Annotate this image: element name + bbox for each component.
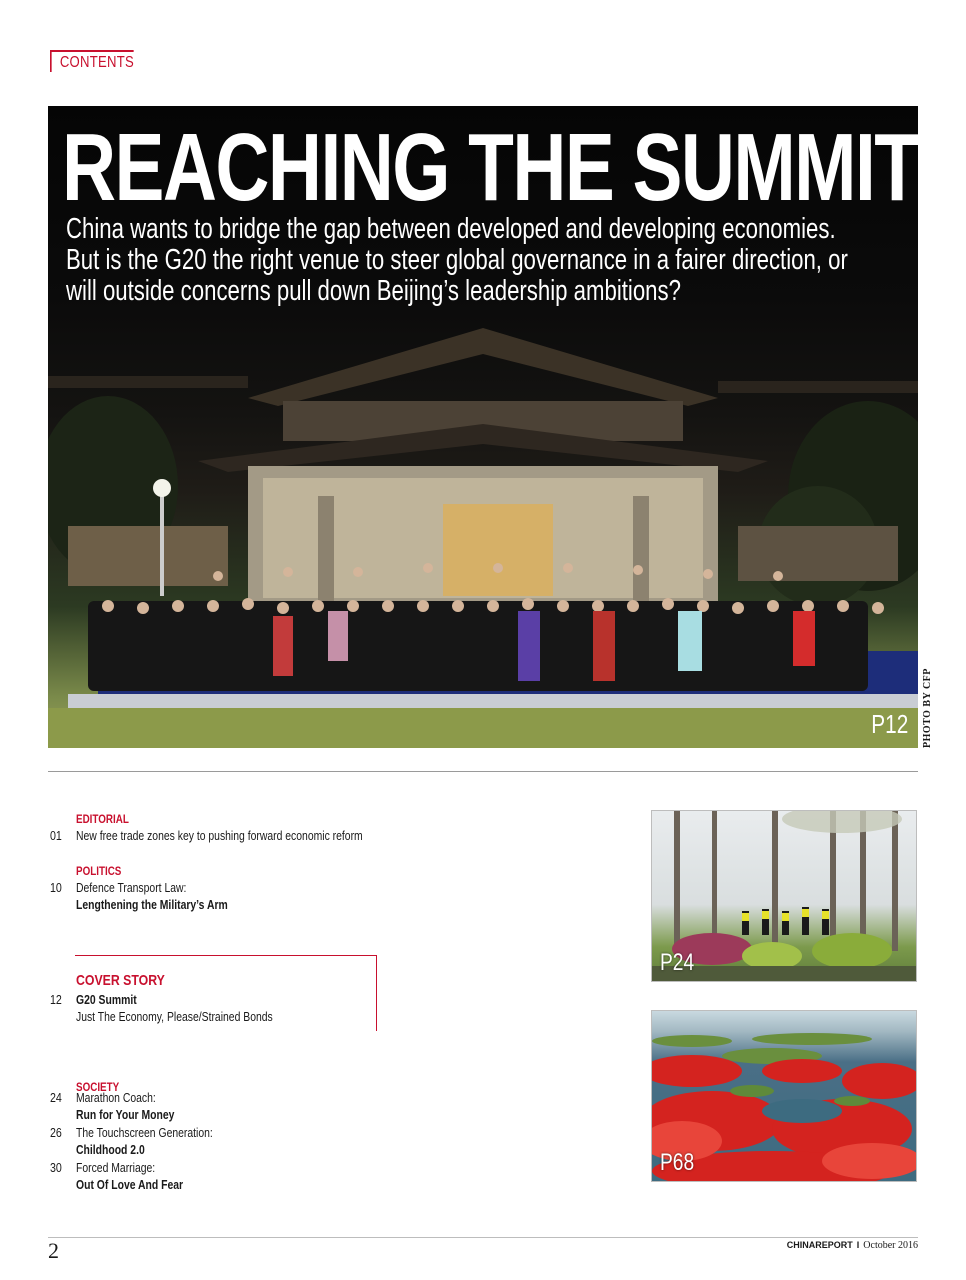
thumbnail-page-ref: P24: [660, 949, 695, 976]
toc-entry-text: Marathon Coach:: [76, 1090, 156, 1105]
toc-page-number: 30: [50, 1160, 62, 1175]
toc-page-number: 12: [50, 992, 62, 1007]
footer-rule: [48, 1237, 918, 1238]
toc-entry-title: G20 Summit: [76, 992, 137, 1007]
toc-entry-text: Forced Marriage:: [76, 1160, 156, 1175]
section-heading-politics: POLITICS: [76, 864, 122, 878]
toc-entry-text: Just The Economy, Please/Strained Bonds: [76, 1009, 273, 1024]
toc-entry-text: Defence Transport Law:: [76, 880, 187, 895]
toc-entry-title: Out Of Love And Fear: [76, 1177, 184, 1192]
toc-entry-text: The Touchscreen Generation:: [76, 1125, 213, 1140]
toc-entry-text: New free trade zones key to pushing forward economic reform: [76, 828, 363, 843]
toc-entry-title: Run for Your Money: [76, 1107, 175, 1122]
thumbnail-marathon[interactable]: [651, 810, 917, 982]
footer-separator: I: [856, 1240, 860, 1250]
section-heading-society: SOCIETY: [76, 1080, 120, 1094]
toc-page-number: 24: [50, 1090, 62, 1105]
thumbnail-wetland[interactable]: [651, 1010, 917, 1182]
toc-entry-title: Childhood 2.0: [76, 1142, 145, 1157]
toc-page-number: 01: [50, 828, 62, 843]
page-number: 2: [48, 1238, 59, 1263]
cover-headline: REACHING THE SUMMIT: [62, 114, 918, 221]
contents-label: CONTENTS: [50, 50, 134, 72]
issue-date: October 2016: [863, 1240, 918, 1251]
cover-page-ref: P12: [870, 709, 908, 739]
cover-deck: China wants to bridge the gap between developed and developing economies. But is the G20 the right venue to steer global governance in a fairer direction, or will outside concerns pull down Beijing’s leadership ambitions?: [66, 213, 848, 307]
thumbnail-page-ref: P68: [660, 1149, 695, 1176]
cover-feature-photo[interactable]: [48, 106, 918, 748]
section-divider: [48, 771, 918, 772]
magazine-name: CHINAREPORT: [786, 1240, 853, 1250]
toc-page-number: 26: [50, 1125, 62, 1140]
toc-entry-title: Lengthening the Military’s Arm: [76, 897, 228, 912]
photo-credit: PHOTO BY CFP: [922, 668, 933, 748]
toc-page-number: 10: [50, 880, 62, 895]
section-heading-cover-story: COVER STORY: [76, 972, 165, 989]
section-heading-editorial: EDITORIAL: [76, 812, 129, 826]
footer-masthead: [787, 1240, 918, 1251]
